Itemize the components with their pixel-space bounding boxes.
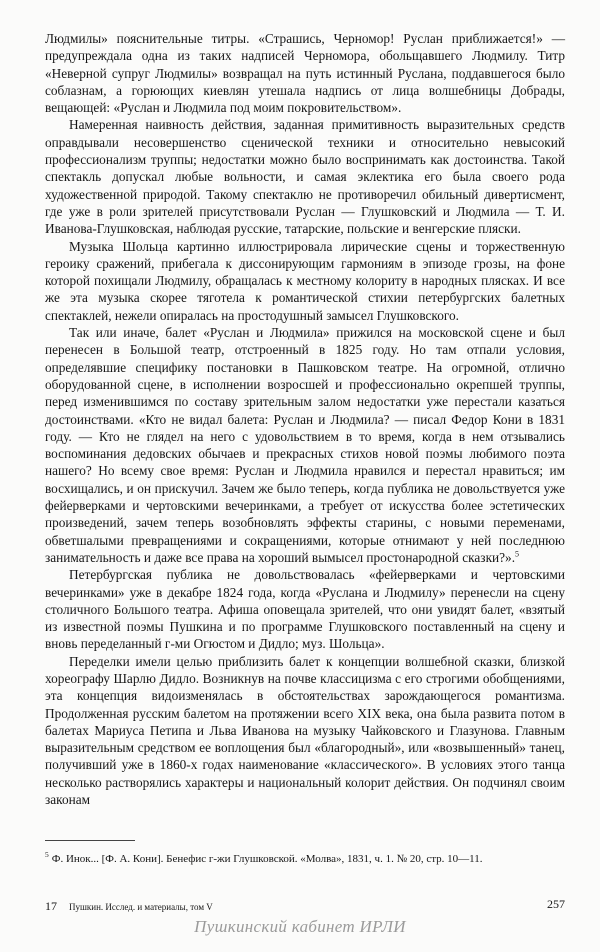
paragraph-2: Намеренная наивность действия, заданная примитивность выразительных средств оправдывали несовершенство сценической техники и относительно невысокий профессионализм труппы; недостатки можно было воспринимать как достоинства. Такой спектакль допускал любые вольности, и самая эклектика его была своего рода художественной природой. Такому спектаклю не противоречил обильный дивертисмент, где уже в роли зрителей присутствовали Руслан — Глушковский и Людмила — Т. И. Иванова-Глушковская, наблюдая русские, татарские, польские и венгерские пляски. <box>45 117 565 237</box>
signature-text: Пушкин. Исслед. и материалы, том V <box>69 902 213 912</box>
paragraph-1: Людмилы» пояснительные титры. «Страшись, Черномор! Руслан приближается!» — предупреждала одна из таких надписей Черномора, обольщавшего Людмилу. Титр «Неверной супруг Людмилы» возвращал на путь истинный Руслана, поддавшегося было соблазнам, а горюющих киевлян утешала надпись от лица волшебницы Добрады, вещающей: «Руслан и Людмила под моим покровительством». <box>45 31 565 116</box>
page-number: 257 <box>547 897 565 911</box>
signature-number: 17 <box>45 899 57 913</box>
paragraph-4 <box>45 324 565 566</box>
paragraph-3: Музыка Шольца картинно иллюстрировала лирические сцены и торжественную героику сражений, прибегала к диссонирующим гармониям в эпизоде грозы, на фоне которой похищали Людмилу, обращалась к местному колориту в народных плясках. И все же эта музыка скорее тяготела к романтической стихии петербургских балетных спектаклей, нежели опиралась на простодушный замысел Глушковского. <box>45 238 565 323</box>
footnote-reference: 5 <box>515 549 520 559</box>
paragraph-5: Петербургская публика не довольствовалась «фейерверками и чертовскими вечеринками» уже в декабре 1824 года, когда «Руслана и Людмилу» перенесли на сцену столичного Большого театра. Афиша оповещала зрителей, что они увидят балет, «взятый из известной поэмы Пушкина и по программе Глушковского поставленный на сцену и вновь переделанный г-ми Огюстом и Дидло; муз. Шольца». <box>45 567 565 652</box>
watermark: Пушкинский кабинет ИРЛИ <box>194 917 406 936</box>
footnote-text: Ф. Инок... [Ф. А. Кони]. Бенефис г-жи Глушковской. «Молва», 1831, ч. 1. № 20, стр. 10—11. <box>51 853 483 865</box>
main-text <box>45 30 565 808</box>
paragraph-4-text: Так или иначе, балет «Руслан и Людмила» прижился на московской сцене и был перенесен в Большой театр, отстроенный в 1825 году. Но там отпали условия, определявшие специфику постановки в Пашковском театре. На огромной, отлично оборудованной сцене, в исполнении возросшей и профессионально окрепшей труппы, перед изменившимся по составу зрительным залом недостатки уже перестали казаться достоинствами. «Кто не видал балета: Руслан и Людмила? — писал Федор Кони в 1831 году. — Кто не глядел на него с удовольствием в то время, когда в нем отзывались воспоминания дедовских обычаев и прекрасных стихов новой поэмы любимого поэта нашего? Но всему свое время: Руслан и Людмила нравился и перестал нравиться; им восхищались, и он прискучил. Зачем же было теперь, когда публика не довольствуется уже фейерверками и чертовскими вечеринками, а требует от искусства более эстетических произведений, зачем теперь возобновлять эффекты старины, с новыми переменами, обветшалыми превращениями и сокращениями, которые отнимают у ней последнюю занимательность и даже все права на хороший вымысел простонародной сказки?». <box>45 325 565 565</box>
footnote-divider <box>45 840 135 841</box>
printer-signature <box>45 898 565 914</box>
footnote <box>45 852 565 866</box>
paragraph-6: Переделки имели целью приблизить балет к концепции волшебной сказки, близкой хореографу Шарлю Дидло. Возникнув на почве классицизма с его строгими обобщениями, эта концепция видоизменялась в обстоятельствах зарождающегося романтизма. Продолженная русским балетом на протяжении всего XIX века, она была развита потом в балетах Мариуса Петипа и Льва Иванова на музыку Чайковского и Глазунова. Главным выразительным средством ее воплощения был «благородный», или «возвышенный» танец, получивший уже в 1860-х годах наименование «классического». В условиях этого танца несколько растворялись характеры и национальный колорит действия. Он подчинял своим законам <box>45 653 565 808</box>
footnote-number: 5 <box>45 850 49 860</box>
